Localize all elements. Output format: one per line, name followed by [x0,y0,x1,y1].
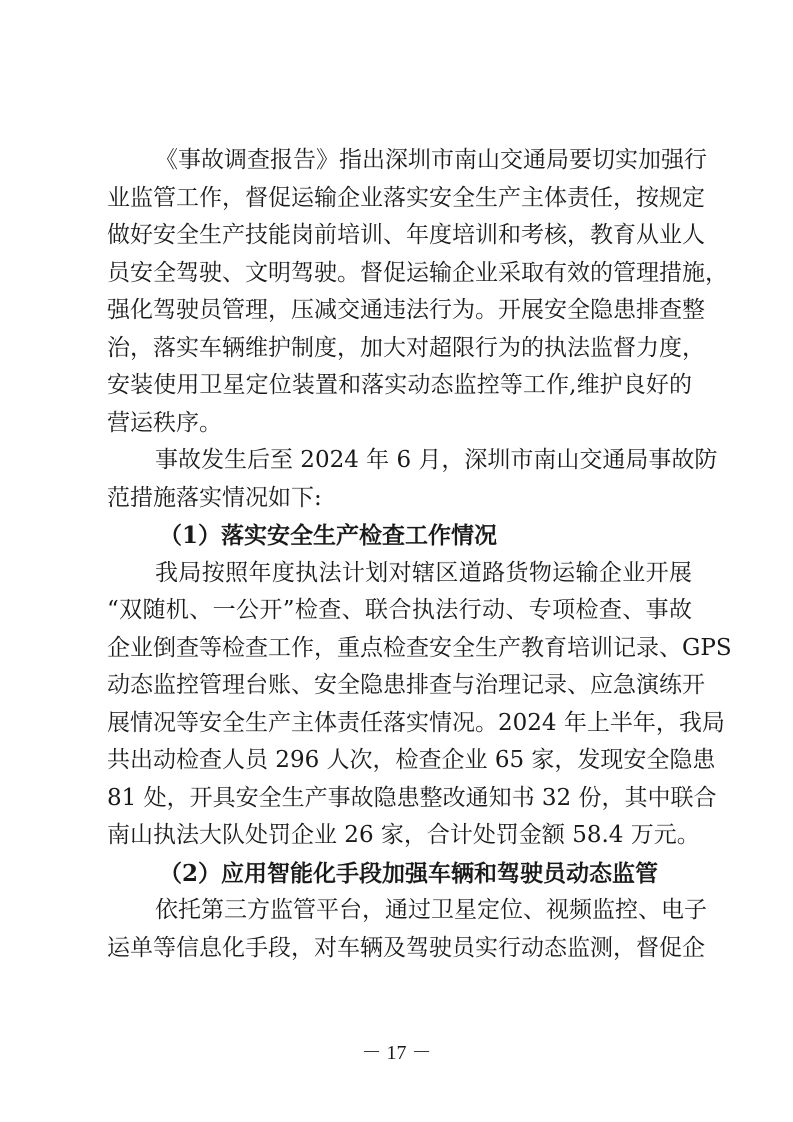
text-line: 强化驾驶员管理，压减交通违法行为。开展安全隐患排查整 [107,297,705,323]
text-line: 员安全驾驶、文明驾驶。督促运输企业采取有效的管理措施， [107,259,728,286]
text-line: 企业倒查等检查工作，重点检查安全生产教育培训记录、GPS [107,634,732,661]
document-page [107,142,732,967]
text-line: 营运秩序。 [107,409,222,436]
paragraph-inspection-work [107,555,732,855]
paragraph-accident-report-requirements [107,142,728,442]
text-line: 南山执法大队处罚企业 26 家，合计处罚金额 58.4 万元。 [107,822,700,848]
text-line: 范措施落实情况如下: [107,484,322,511]
paragraph-measures-intro [107,442,718,517]
text-line: 展情况等安全生产主体责任落实情况。2024 年上半年，我局 [107,709,725,736]
text-line: “双随机、一公开”检查、联合执法行动、专项检查、事故 [107,597,692,623]
text-line: 依托第三方监管平台，通过卫星定位、视频监控、电子 [155,897,707,923]
page-number: － 17 － [361,1042,432,1064]
text-line: 81 处，开具安全生产事故隐患整改通知书 32 份，其中联合 [107,784,717,811]
paragraph-intelligent-monitoring [107,892,707,967]
text-line: 共出动检查人员 296 人次，检查企业 65 家，发现安全隐患 [107,747,716,773]
text-line: 我局按照年度执法计划对辖区道路货物运输企业开展 [155,559,692,586]
text-line: 《事故调查报告》指出深圳市南山交通局要切实加强行 [155,147,707,173]
text-line: 事故发生后至 2024 年 6 月，深圳市南山交通局事故防 [155,447,718,473]
text-line: 业监管工作，督促运输企业落实安全生产主体责任，按规定 [107,184,705,211]
text-line: 安装使用卫星定位装置和落实动态监控等工作,维护良好的 [107,372,692,398]
text-line: 做好安全生产技能岗前培训、年度培训和考核，教育从业人 [107,222,705,248]
text-line: 治，落实车辆维护制度，加大对超限行为的执法监督力度， [107,334,705,361]
section-heading-1: （1）落实安全生产检查工作情况 [159,522,498,549]
text-line: 运单等信息化手段，对车辆及驾驶员实行动态监测，督促企 [107,934,705,961]
section-heading-2: （2）应用智能化手段加强车辆和驾驶员动态监管 [159,859,659,887]
text-line: 动态监控管理台账、安全隐患排查与治理记录、应急演练开 [107,672,705,698]
